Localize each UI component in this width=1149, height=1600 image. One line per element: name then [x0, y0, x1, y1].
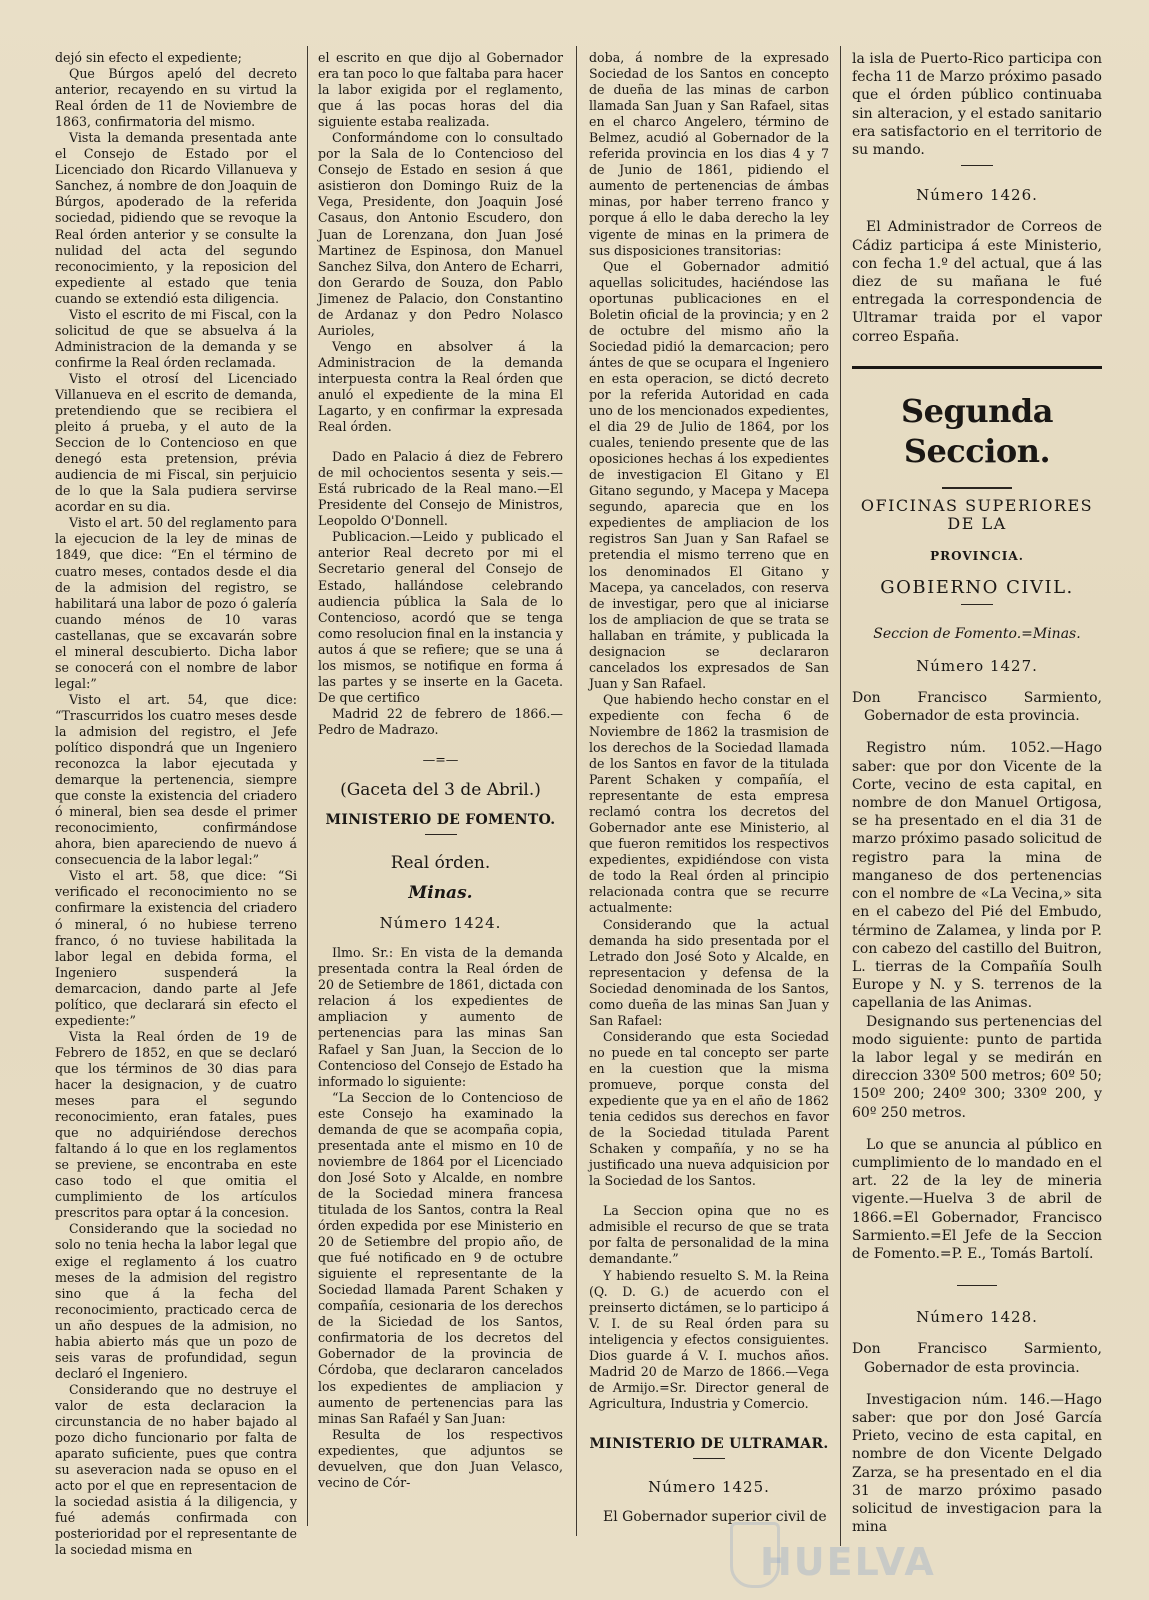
paragraph: Designando sus pertenencias del modo siguiente: punto de partida la labor legal y se medirán en direccion 330º 500 metros; 60º 50; 150º 200; 240º 300; 330º 200, y 60º 250 metros.	[852, 1013, 1102, 1121]
column-4	[852, 50, 1102, 1536]
section-rule	[852, 366, 1102, 369]
column-rule	[307, 46, 308, 1526]
number-heading: Número 1426.	[916, 186, 1038, 205]
paragraph: doba, á nombre de la expresado Sociedad de los Santos en concepto de dueña de las minas de carbon llamada San Juan y San Rafael, sitas en el charco Angelero, término de Belmez, acudió al Gobernador de la referida provincia en los dias 4 y 7 de Junio de 1861, pidiendo el aumento de pertenencias de ámbas minas, por haber terreno franco y porque á ello le daba derecho la ley vigente de minas en la primera de sus disposiciones transitorias:	[589, 50, 829, 258]
paragraph: Publicacion.—Leido y publicado el anterior Real decreto por mi el Secretario general del Consejo de Estado, hallándose celebrando audiencia pública la Sala de lo Contencioso, acordó que se tenga como resolucion final en la instancia y autos á que se refiere; que se una á los mismos, se notifique en forma á las partes y se inserte en la Gaceta. De que certifico	[318, 529, 563, 705]
paragraph: Considerando que la sociedad no solo no tenia hecha la labor legal que exige el reglamento á los cuatro meses de la admision del registro sino que á la fecha del reconocimiento, practicado cerca de un año despues de la admision, no habia abierto más que un pozo de seis varas de profundidad, segun declaró el Ingeniero.	[55, 1221, 297, 1381]
number-heading: Número 1425.	[648, 1477, 770, 1496]
paragraph: Lo que se anuncia al público en cumplimiento de lo mandado en el art. 22 de la ley de mineria vigente.—Huelva 3 de abril de 1866.=El Gobernador, Francisco Sarmiento.=El Jefe de la Seccion de Fomento.=P. E., Tomás Bartolí.	[852, 1136, 1102, 1262]
paragraph: Vista la demanda presentada ante el Consejo de Estado por el Licenciado don Ricardo Villanueva y Sanchez, á nombre de don Joaquin de Búrgos, apoderado de la referida sociedad, pidiendo que se revoque la Real órden anterior y se consulte la nulidad del acta del segundo reconocimiento, y la reposicion del expediente al estado que tenia cuando se extendió esta diligencia.	[55, 130, 297, 306]
publication-text	[318, 449, 563, 738]
resolution-text	[318, 50, 563, 435]
paragraph: la isla de Puerto-Rico participa con fecha 11 de Marzo próximo pasado que el órden público continuaba sin alteracion, y el estado sanitario era satisfactorio en el territorio de su mando.	[852, 51, 1102, 159]
column-1	[55, 50, 297, 1558]
paragraph: Registro núm. 1052.—Hago saber: que por don Vicente de la Corte, vecino de esta capital, en nombre de don Manuel Ortigosa, se ha presentado en el dia 31 de marzo próximo pasado solicitud de registro para la mina de manganeso de dos pertenencias con el nombre de «La Vecina,» sita en el cabezo del Pié del Embudo, término de Zalamea, y linda por P. con cabezo del castillo del Buitron, L. tierras de la Compañía Soulh Europe y N. y S. terrenos de la capellania de las Animas.	[852, 740, 1102, 1012]
paragraph: Conformándome con lo consultado por la Sala de lo Contencioso del Consejo de Estado en sesion á que asistieron don Domingo Ruiz de la Vega, Presidente, don Joaquin José Casaus, don Antonio Escudero, don Juan de Lorenzana, don Juan José Martinez de Espinosa, don Manuel Sanchez Silva, don Antero de Echarri, don Gerardo de Souza, don Pablo Jimenez de Palacio, don Constantino de Ardanaz y don Pedro Nolasco Aurioles,	[318, 130, 563, 338]
government-heading: GOBIERNO CIVIL.	[880, 577, 1074, 599]
gaceta-date: (Gaceta del 3 de Abril.)	[340, 780, 541, 801]
column-3	[589, 50, 829, 1525]
column-rule	[840, 46, 841, 1546]
ultramar-heading: MINISTERIO DE ULTRAMAR.	[589, 1435, 829, 1452]
number-heading: Número 1428.	[916, 1308, 1038, 1327]
paragraph: Resulta de los respectivos expedientes, que adjuntos se devuelven, que don Juan Velasco, vecino de Cór-	[318, 1426, 563, 1490]
column-rule	[576, 46, 577, 1536]
paragraph: Visto el escrito de mi Fiscal, con la solicitud de que se absuelva á la Administracion de la demanda y se confirme la Real órden reclamada.	[55, 306, 297, 370]
watermark-text: HUELVA	[760, 1540, 936, 1584]
paragraph: Ilmo. Sr.: En vista de la demanda presentada contra la Real órden de 20 de Setiembre de 1861, dictada con relacion á los expedientes de ampliacion y aumento de pertenencias para las minas San Rafael y San Juan, la Seccion de lo Contencioso del Consejo de Estado ha informado lo siguiente:	[318, 945, 563, 1089]
paragraph: Don Francisco Sarmiento, Gobernador de esta provincia.	[852, 1341, 1102, 1376]
paragraph: Vengo en absolver á la Administracion de la demanda interpuesta contra la Real órden que anuló el expediente de la mina El Lagarto, y en confirmar la expresada Real órden.	[318, 338, 563, 435]
paragraph: Vista la Real órden de 19 de Febrero de 1852, en que se declaró que los términos de 30 dias para hacer la designacion, y de cuatro meses para el segundo reconocimiento, eran fatales, pues que no adquiriéndose derechos faltando á lo que en los reglamentos se previene, se encontraba en este caso todo el que omitia el cumplimiento de los artículos prescritos para optar á la concesion.	[55, 1028, 297, 1221]
section-title: Segunda Seccion.	[901, 391, 1053, 470]
paragraph: El Gobernador superior civil de	[603, 1509, 827, 1526]
opinion-text	[589, 1203, 829, 1412]
real-orden-heading: Real órden.	[390, 853, 491, 874]
paragraph: Considerando que no destruye el valor de esta declaracion la circunstancia de no haber bajado al pozo dicho funcionario por falta de aparato suficiente, pues que contra su aseveracion nada se opuso en el acto por el que en representacion de la sociedad asistia á la diligencia, y fué además confirmada con posterioridad por el representante de la sociedad misma en	[55, 1381, 297, 1558]
paragraph: Visto el otrosí del Licenciado Villanueva en el escrito de demanda, pretendiendo que se recibiera el pleito á prueba, y el auto de la Seccion de lo Contencioso en que denegó esta pretension, prévia audiencia de mi Fiscal, sin perjuicio de lo que la Sala pudiera servirse acordar en su dia.	[55, 370, 297, 515]
paragraph: Visto el art. 58, que dice: “Si verificado el reconocimiento no se confirmare la existencia del criadero ó mineral, ó no hubiese terreno franco, ó no tuviese habilitada la labor legal en debida forma, el Ingeniero suspenderá la demarcacion, dando parte al Jefe político, que declarará sin efecto el expediente:”	[55, 868, 297, 1028]
paragraph: “La Seccion de lo Contencioso de este Consejo ha examinado la demanda de que se acompaña copia, presentada ante el mismo en 10 de noviembre de 1864 por el Licenciado don José Soto y Alcalde, en nombre de la Sociedad minera francesa titulada de los Santos, contra la Real órden expedida por ese Ministerio en 20 de Setiembre del propio año, de que fué notificado en 9 de octubre siguiente el representante de la Sociedad llamada Parent Schaken y compañía, cesionaria de los derechos de la Siciedad de los Santos, confirmatoria de los decretos del Gobernador de la provincia de Córdoba, que declararon cancelados los expedientes de ampliacion y aumento de pertenencias para las minas San Rafaél y San Juan:	[318, 1089, 563, 1426]
paragraph: Que habiendo hecho constar en el expediente con fecha 6 de Noviembre de 1862 la trasmision de los derechos de la Sociedad llamada de los Santos en favor de la titulada Parent Schaken y compañía, el representante de esta empresa reclamó contra los decretos del Gobernador ante ese Ministerio, al que fueron remitidos los respectivos expedientes, expidiéndose con vista de todo la Real órden al principio relacionada contra que se recurre actualmente:	[589, 691, 829, 916]
offices-heading: OFICINAS SUPERIORES DE LA	[860, 495, 1094, 534]
paragraph: Visto el art. 54, que dice: “Trascurridos los cuatro meses desde la admision del registro, el Jefe político dispondrá que un Ingeniero reconozca la labor ejecutada y demarque la pertenencia, siempre que conste la existencia del criadero ó mineral, bien sea desde el primer reconocimiento, confirmándose ahora, bien apareciendo de nuevo á consecuencia de la labor legal:”	[55, 691, 297, 868]
section-subheading: Seccion de Fomento.=Minas.	[873, 625, 1081, 642]
paragraph: dejó sin efecto el expediente;	[55, 50, 242, 65]
paragraph: Investigacion núm. 146.—Hago saber: que por don José García Prieto, vecino de esta capital, en nombre de don Vicente Delgado Zarza, se ha presentado en el dia 31 de marzo próximo pasado solicitud de investigacion para la mina	[852, 1391, 1102, 1536]
number-heading: Número 1424.	[379, 914, 502, 933]
paragraph: Visto el art. 50 del reglamento para la ejecucion de la ley de minas de 1849, que dice: “En el término de cuatro meses, contados desde el dia de la admision del registro, se habilitará una labor de pozo ó galería cuando ménos de 10 varas castellanas, que se excavarán sobre el mineral descubierto. Dicha labor se conocerá con el nombre de labor legal:”	[55, 515, 297, 691]
considerations-text	[589, 50, 829, 1189]
paragraph: El Administrador de Correos de Cádiz participa á este Ministerio, con fecha 1.º del actual, que á las diez de su mañana le fué entregada la correspondencia de Ultramar traida por el vapor correo España.	[852, 219, 1102, 345]
real-orden-text	[318, 945, 563, 1491]
paragraph: Considerando que esta Sociedad no puede en tal concepto ser parte en la cuestion que la misma promueve, porque consta del expediente que ya en el año de 1862 tenia cedidos sus derechos en favor de la Sociedad titulada Parent Schaken y compañía, y no se ha justificado una nueva adquisicion por la Sociedad de los Santos.	[589, 1028, 829, 1189]
ornament-rule	[942, 487, 1012, 489]
paragraph: Madrid 22 de febrero de 1866.—Pedro de Madrazo.	[318, 705, 563, 737]
province-heading: PROVINCIA.	[930, 549, 1024, 564]
paragraph: Que el Gobernador admitió aquellas solicitudes, haciéndose las oportunas publicaciones en el Boletin oficial de la provincia; y en 2 de octubre del mismo año la Sociedad pidió la demarcacion; pero ántes de que se ocupara el Ingeniero en esta operacion, se dictó decreto por la referida Autoridad en cada uno de los mencionados expedientes, el dia 29 de Julio de 1864, por los cuales, teniendo presente que de las oposiciones hechas á los expedientes de investigacion El Gitano y El Gitano segundo, y Macepa y Macepa segundo, aparecia que en los expedientes de ampliacion de los registros San Juan y San Rafael se pretendia el mismo terreno que en los denominados El Gitano y Macepa, ya cancelados, con reserva de investigar, pero que al iniciarse los de ampliacion de que se trata se hallaban en trámite, y publicada la designacion se declararon cancelados los expresados de San Juan y San Rafael.	[589, 258, 829, 691]
paragraph: La Seccion opina que no es admisible el recurso de que se trata por falta de personalidad de la mina demandante.”	[589, 1203, 829, 1267]
paragraph: el escrito en que dijo al Gobernador era tan poco lo que faltaba para hacer la labor exigida por el reglamento, que á las pocas horas del dia siguiente estaba realizada.	[318, 50, 563, 130]
minas-heading: Minas.	[408, 883, 473, 904]
column-2	[318, 50, 563, 1491]
separator: —=—	[422, 751, 459, 767]
paragraph: Y habiendo resuelto S. M. la Reina (Q. D. G.) de acuerdo con el preinserto dictámen, se lo participo á V. I. de su Real órden para su inteligencia y efectos consiguientes. Dios guarde á V. I. muchos años. Madrid 20 de Marzo de 1866.—Vega de Armijo.=Sr. Director general de Agricultura, Industria y Comercio.	[589, 1267, 829, 1411]
paragraph: Don Francisco Sarmiento, Gobernador de esta provincia.	[852, 690, 1102, 725]
ministry-heading: MINISTERIO DE FOMENTO.	[325, 812, 556, 829]
number-heading: Número 1427.	[916, 656, 1038, 675]
paragraph: Considerando que la actual demanda ha sido presentada por el Letrado don José Soto y Alcalde, en representacion y defensa de la Sociedad denominada de los Santos, como dueña de las minas San Juan y San Rafael:	[589, 916, 829, 1028]
paragraph: Que Búrgos apeló del decreto anterior, recayendo en su virtud la Real órden de 11 de Noviembre de 1863, confirmatoria del mismo.	[55, 66, 297, 130]
paragraph: Dado en Palacio á diez de Febrero de mil ochocientos sesenta y seis.—Está rubricado de la Real mano.—El Presidente del Consejo de Ministros, Leopoldo O'Donnell.	[318, 449, 563, 529]
